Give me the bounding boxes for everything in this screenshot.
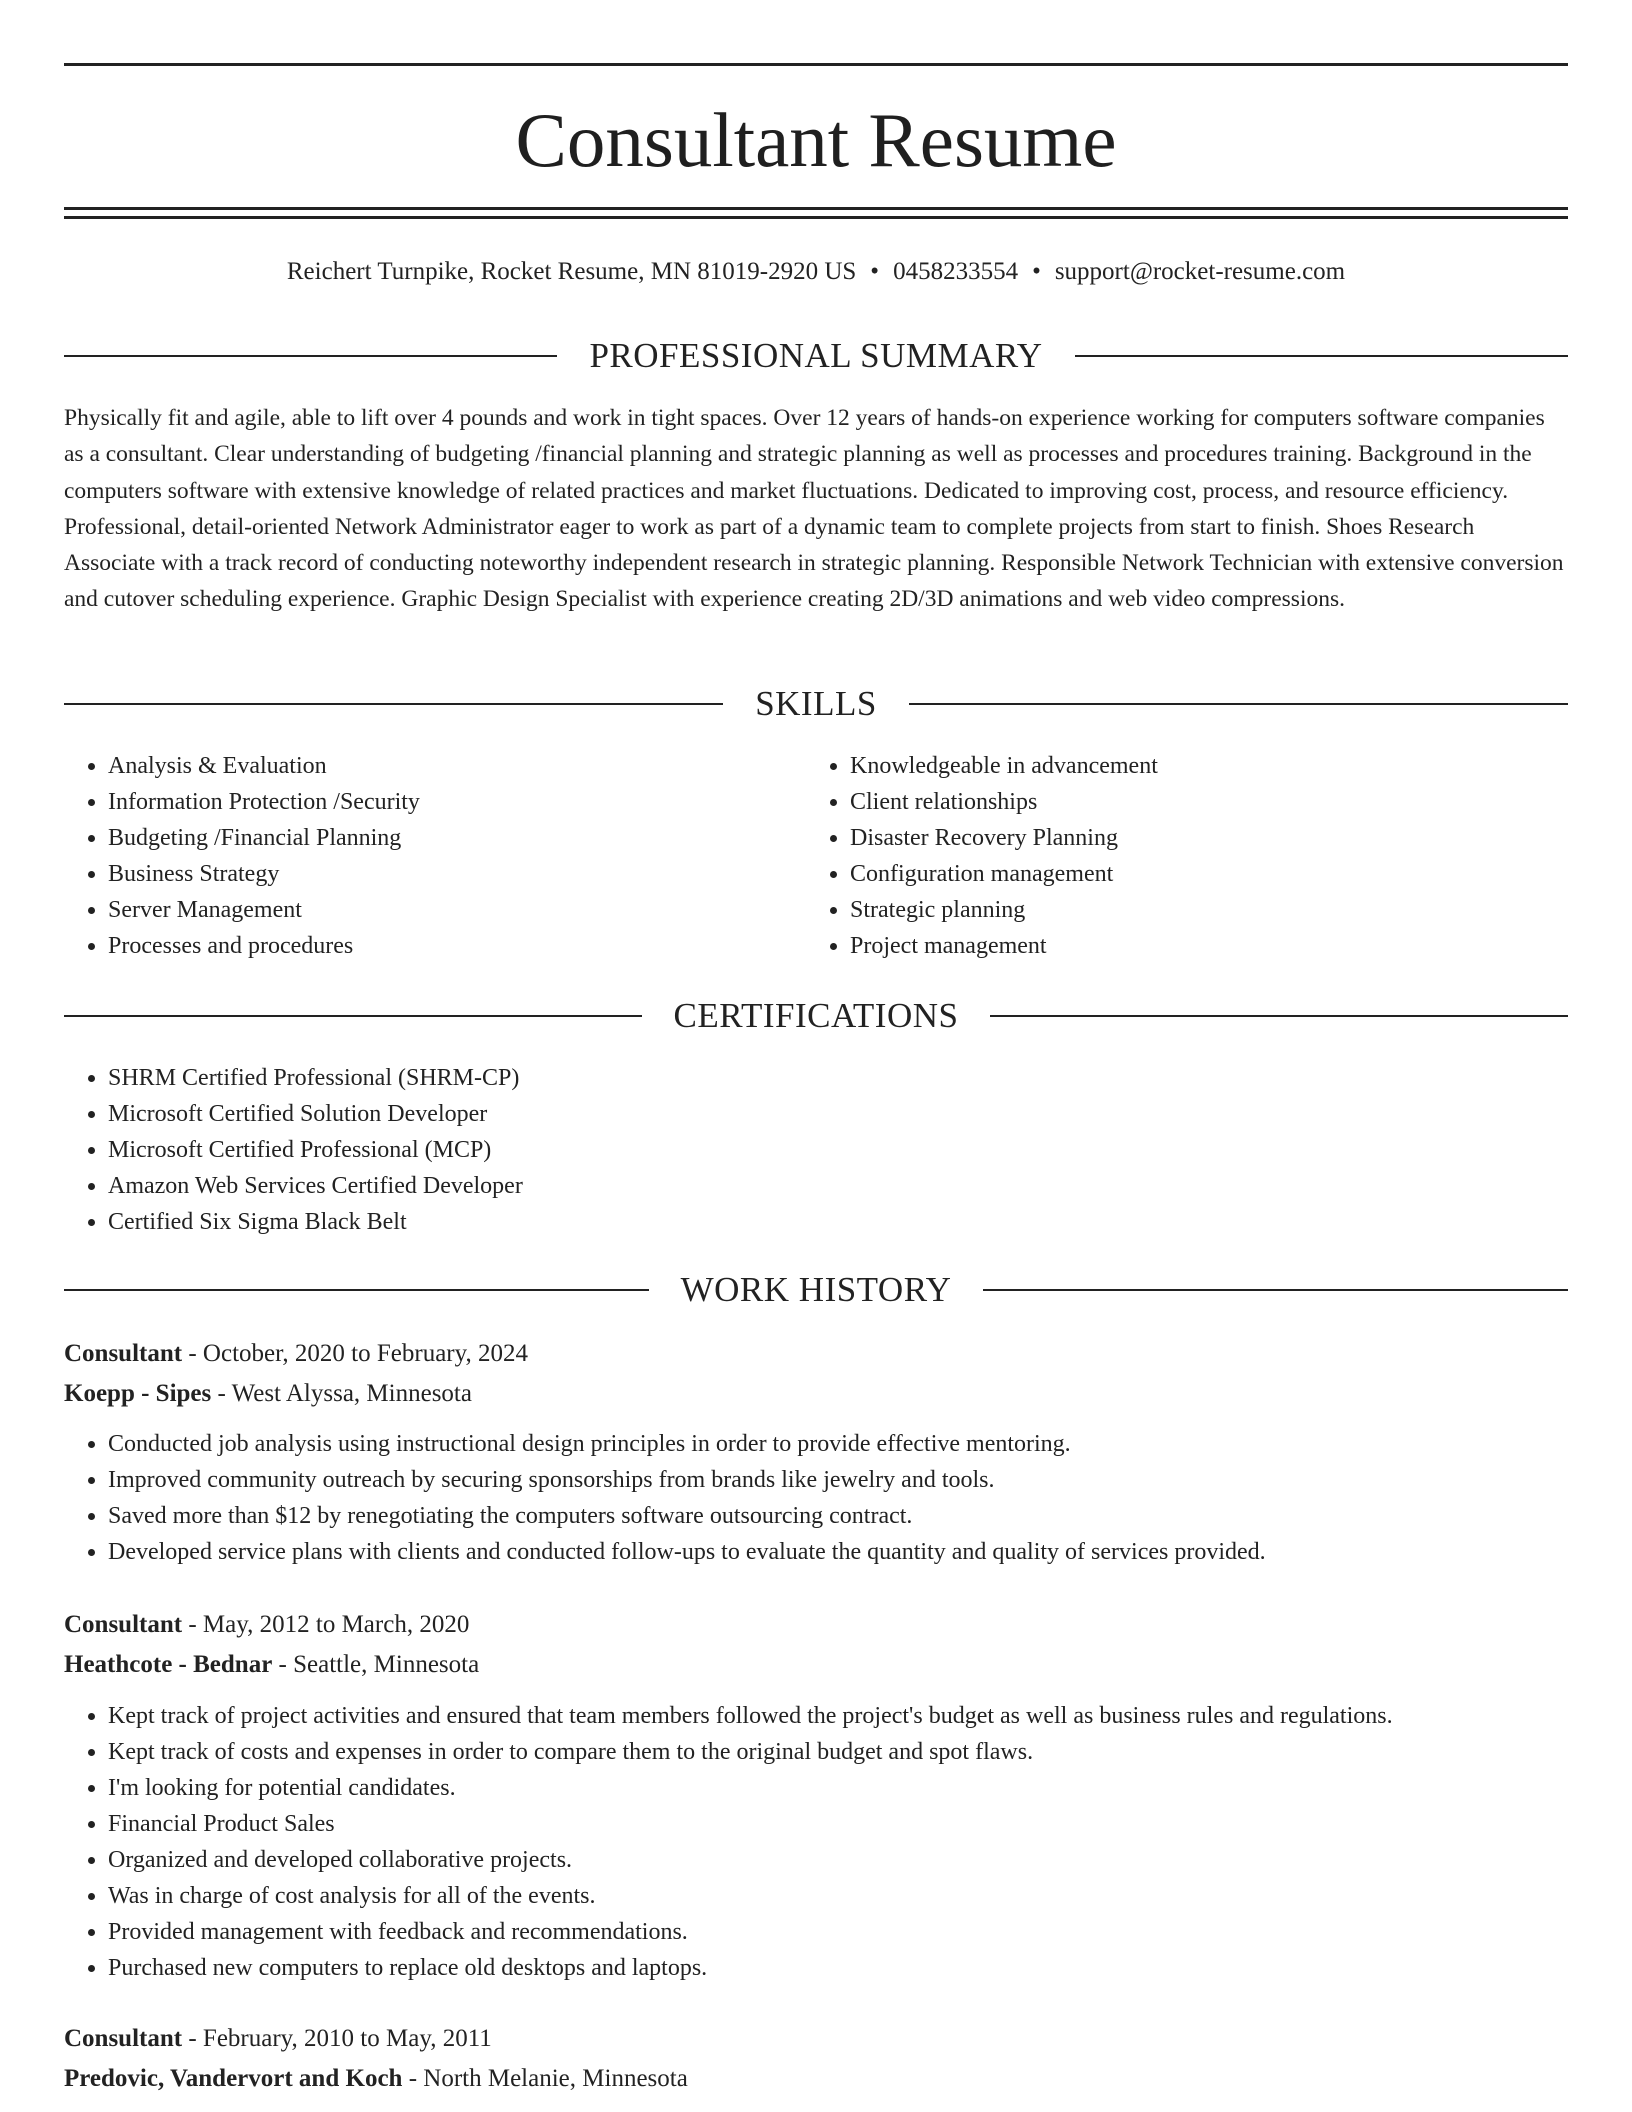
job-company-line [64, 2059, 1568, 2099]
job-company: Predovic, Vandervort and Koch [64, 2065, 403, 2092]
skill-item: • Knowledgeable in advancement [850, 748, 1568, 784]
certifications-heading [64, 994, 1568, 1038]
header-top-rule [64, 63, 1568, 66]
job-bullet: • Financial Product Sales [108, 1806, 1568, 1842]
job-location: - North Melanie, Minnesota [402, 2065, 688, 2092]
job-bullet: • Conducted job analysis using instructional design principles in order to provide effective mentoring. [108, 1426, 1568, 1462]
heading-rule-right [1075, 355, 1568, 357]
job-title-line [64, 1605, 1568, 1645]
job-bullet: • Kept track of project activities and ensured that team members followed the project's budget as well as business rules and regulations. [108, 1698, 1568, 1734]
certification-item: • Amazon Web Services Certified Developer [108, 1168, 1568, 1204]
job-title: Consultant [64, 2025, 183, 2052]
work-history-heading [64, 1268, 1568, 1312]
skill-item: • Client relationships [850, 784, 1568, 820]
heading-rule-right [983, 1289, 1568, 1291]
job-location: - Seattle, Minnesota [272, 1651, 480, 1678]
summary-text: Physically fit and agile, able to lift over 4 pounds and work in tight spaces. Over 12 years of hands-on experience working for computers software companies as a consultant. Clear understanding of budgeting /financial planning and strategic planning as well as processes and procedures training. Background in the computers software with extensive knowledge of related practices and market fluctuations. Dedicated to improving cost, process, and resource efficiency. Professional, detail-oriented Network Administrator eager to work as part of a dynamic team to complete projects from start to finish. Shoes Research Associate with a track record of conducting noteworthy independent research in strategic planning. Responsible Network Technician with extensive conversion and cutover scheduling experience. Graphic Design Specialist with experience creating 2D/3D animations and web video compressions. [64, 405, 1564, 613]
heading-rule-left [64, 703, 723, 705]
skill-item: • Information Protection /Security [108, 784, 804, 820]
job-title: Consultant [64, 1611, 183, 1638]
job-bullet: • I'm looking for potential candidates. [108, 1770, 1568, 1806]
contact-address: Reichert Turnpike, Rocket Resume, MN 81019-2920 US [286, 258, 857, 285]
skills-heading-label: SKILLS [755, 684, 877, 723]
job-dates: - February, 2010 to May, 2011 [182, 2025, 492, 2052]
heading-rule-left [64, 355, 557, 357]
skill-item: • Analysis & Evaluation [108, 748, 804, 784]
skill-item: • Business Strategy [108, 856, 804, 892]
header-bottom-rule-lower [64, 216, 1568, 219]
job-dates: - May, 2012 to March, 2020 [182, 1611, 470, 1638]
heading-rule-right [990, 1015, 1568, 1017]
page-title: Consultant Resume [515, 97, 1117, 183]
skills-list-left [64, 748, 804, 964]
contact-separator: • [870, 258, 880, 285]
certifications-heading-label: CERTIFICATIONS [673, 996, 959, 1035]
job-bullet: • Was in charge of cost analysis for all of the events. [108, 1878, 1568, 1914]
job-company-line [64, 1645, 1568, 1685]
contact-phone: 0458233554 [893, 258, 1019, 285]
contact-email: support@rocket-resume.com [1054, 258, 1346, 285]
job-bullets [64, 1698, 1568, 1986]
job-title-line [64, 1334, 1568, 1374]
skill-item: • Configuration management [850, 856, 1568, 892]
job-company-line [64, 1374, 1568, 1414]
header-bottom-rule-upper [64, 207, 1568, 210]
job-title-line [64, 2019, 1568, 2059]
job-location: - West Alyssa, Minnesota [211, 1380, 472, 1407]
certification-item: • Microsoft Certified Professional (MCP) [108, 1132, 1568, 1168]
certification-item: • Certified Six Sigma Black Belt [108, 1204, 1568, 1240]
job-bullet: • Improved community outreach by securing sponsorships from brands like jewelry and tools. [108, 1462, 1568, 1498]
job-bullet: • Provided management with feedback and recommendations. [108, 1914, 1568, 1950]
skills-heading [64, 682, 1568, 726]
job-bullet: • Developed service plans with clients and conducted follow-ups to evaluate the quantity and quality of services provided. [108, 1534, 1568, 1570]
job-bullet: • Kept track of costs and expenses in order to compare them to the original budget and spot flaws. [108, 1734, 1568, 1770]
skill-item: • Project management [850, 928, 1568, 964]
skill-item: • Strategic planning [850, 892, 1568, 928]
contact-line [64, 255, 1568, 289]
work-history-heading-label: WORK HISTORY [680, 1270, 952, 1309]
skill-item: • Disaster Recovery Planning [850, 820, 1568, 856]
summary-heading-label: PROFESSIONAL SUMMARY [589, 336, 1043, 375]
skill-item: • Processes and procedures [108, 928, 804, 964]
summary-heading [64, 334, 1568, 378]
skill-item: • Budgeting /Financial Planning [108, 820, 804, 856]
job-entry [64, 1605, 1568, 1685]
skill-item: • Server Management [108, 892, 804, 928]
job-bullets [64, 1426, 1568, 1570]
job-bullet: • Purchased new computers to replace old desktops and laptops. [108, 1950, 1568, 1986]
heading-rule-left [64, 1289, 649, 1291]
skills-list-right [806, 748, 1568, 964]
job-entry [64, 1334, 1568, 1414]
certification-item: • SHRM Certified Professional (SHRM-CP) [108, 1060, 1568, 1096]
job-entry [64, 2019, 1568, 2099]
job-company: Koepp - Sipes [64, 1380, 212, 1407]
heading-rule-left [64, 1015, 642, 1017]
job-bullet: • Saved more than $12 by renegotiating the computers software outsourcing contract. [108, 1498, 1568, 1534]
job-company: Heathcote - Bednar [64, 1651, 273, 1678]
job-title: Consultant [64, 1340, 183, 1367]
job-dates: - October, 2020 to February, 2024 [182, 1340, 529, 1367]
job-bullet: • Organized and developed collaborative projects. [108, 1842, 1568, 1878]
heading-rule-right [909, 703, 1568, 705]
contact-separator: • [1032, 258, 1041, 285]
certifications-list [64, 1060, 1568, 1240]
certification-item: • Microsoft Certified Solution Developer [108, 1096, 1568, 1132]
